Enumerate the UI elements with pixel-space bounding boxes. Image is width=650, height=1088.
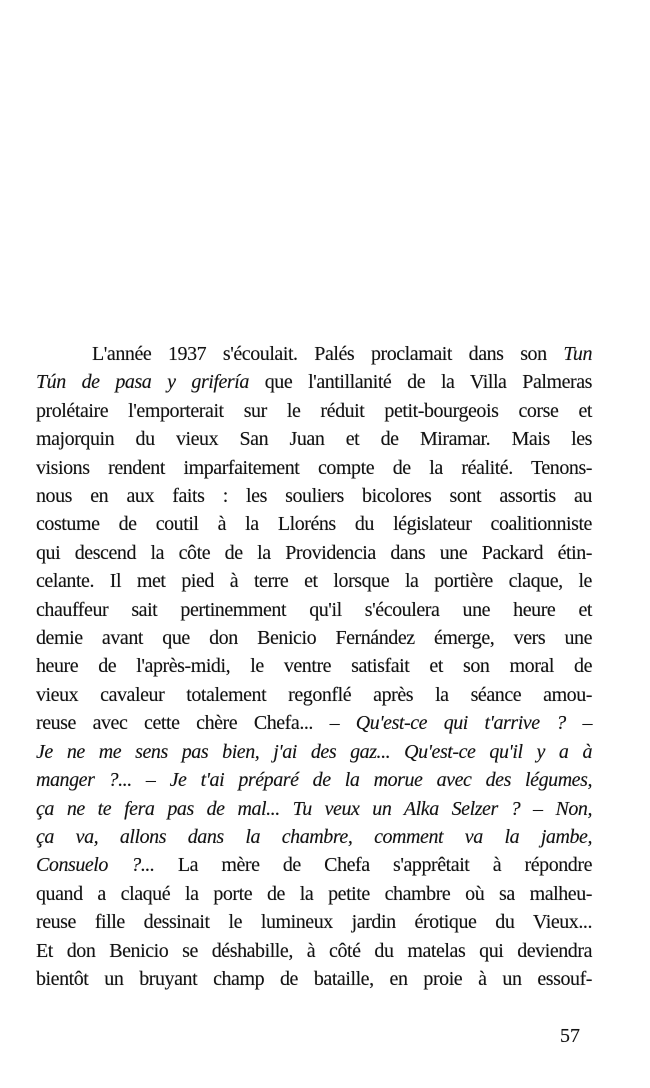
text-line bbox=[36, 880, 592, 908]
text-line bbox=[36, 425, 592, 453]
text-segment: majorquin du vieux San Juan et de Miramar. Mais les bbox=[36, 428, 592, 451]
text-segment: visions rendent imparfaitement compte de la réalité. Tenons- bbox=[36, 456, 592, 479]
text-segment: demie avant que don Benicio Fernández émerge, vers une bbox=[36, 627, 592, 650]
text-segment: chauffeur sait pertinemment qu'il s'écoulera une heure et bbox=[36, 598, 592, 621]
text-segment: costume de coutil à la Lloréns du législateur coalitionniste bbox=[36, 513, 592, 536]
text-line bbox=[36, 908, 592, 936]
text-line bbox=[36, 624, 592, 652]
text-segment: que l'antillanité de la Villa Palmeras bbox=[248, 371, 592, 394]
body-text bbox=[36, 340, 592, 993]
text-line bbox=[36, 510, 592, 538]
text-segment: ça ne te fera pas de mal... Tu veux un Alka Selzer ? – Non, bbox=[36, 797, 592, 820]
text-line bbox=[36, 681, 592, 709]
text-line bbox=[36, 823, 592, 851]
text-line bbox=[36, 596, 592, 624]
text-line bbox=[36, 851, 592, 879]
text-segment: L'année 1937 s'écoulait. Palés proclamait dans son bbox=[92, 343, 564, 365]
text-segment: Qu'est-ce qui t'arrive ? – bbox=[355, 712, 593, 735]
page-number: 57 bbox=[560, 1025, 580, 1047]
text-line bbox=[36, 454, 592, 482]
text-line bbox=[36, 652, 592, 680]
text-line bbox=[36, 795, 592, 823]
text-line bbox=[36, 397, 592, 425]
text-line bbox=[36, 368, 592, 396]
text-segment: celante. Il met pied à terre et lorsque la portière claque, le bbox=[36, 570, 592, 593]
text-segment: manger ?... – Je t'ai préparé de la morue avec des légumes, bbox=[36, 769, 592, 792]
text-segment: Et don Benicio se déshabille, à côté du matelas qui deviendra bbox=[36, 939, 592, 962]
text-segment: Tun bbox=[563, 343, 592, 365]
text-line bbox=[36, 482, 592, 510]
text-segment: bientôt un bruyant champ de bataille, en proie à un essouf- bbox=[36, 967, 592, 990]
text-line bbox=[36, 539, 592, 567]
text-segment: reuse fille dessinait le lumineux jardin érotique du Vieux... bbox=[36, 911, 592, 934]
text-segment: heure de l'après-midi, le ventre satisfait et son moral de bbox=[36, 655, 592, 678]
text-segment: qui descend la côte de la Providencia dans une Packard étin- bbox=[36, 541, 592, 564]
text-segment: quand a claqué la porte de la petite chambre où sa malheu- bbox=[36, 882, 592, 905]
text-segment: Tún de pasa y grifería bbox=[36, 371, 249, 394]
text-segment: nous en aux faits : les souliers bicolores sont assortis au bbox=[36, 485, 592, 508]
text-line bbox=[36, 567, 592, 595]
text-line bbox=[36, 937, 592, 965]
text-line bbox=[36, 965, 592, 993]
text-segment: Je ne me sens pas bien, j'ai des gaz... Qu'est-ce qu'il y a à bbox=[36, 740, 592, 763]
text-line bbox=[36, 738, 592, 766]
text-segment: prolétaire l'emporterait sur le réduit petit-bourgeois corse et bbox=[36, 399, 592, 422]
text-segment: Consuelo ?... bbox=[36, 854, 155, 877]
text-segment: La mère de Chefa s'apprêtait à répondre bbox=[154, 854, 592, 877]
text-line bbox=[36, 766, 592, 794]
text-segment: ça va, allons dans la chambre, comment va la jambe, bbox=[36, 825, 592, 848]
text-line bbox=[36, 340, 592, 368]
text-segment: reuse avec cette chère Chefa... – bbox=[36, 712, 356, 735]
text-line bbox=[36, 709, 592, 737]
text-segment: vieux cavaleur totalement regonflé après la séance amou- bbox=[36, 683, 592, 706]
